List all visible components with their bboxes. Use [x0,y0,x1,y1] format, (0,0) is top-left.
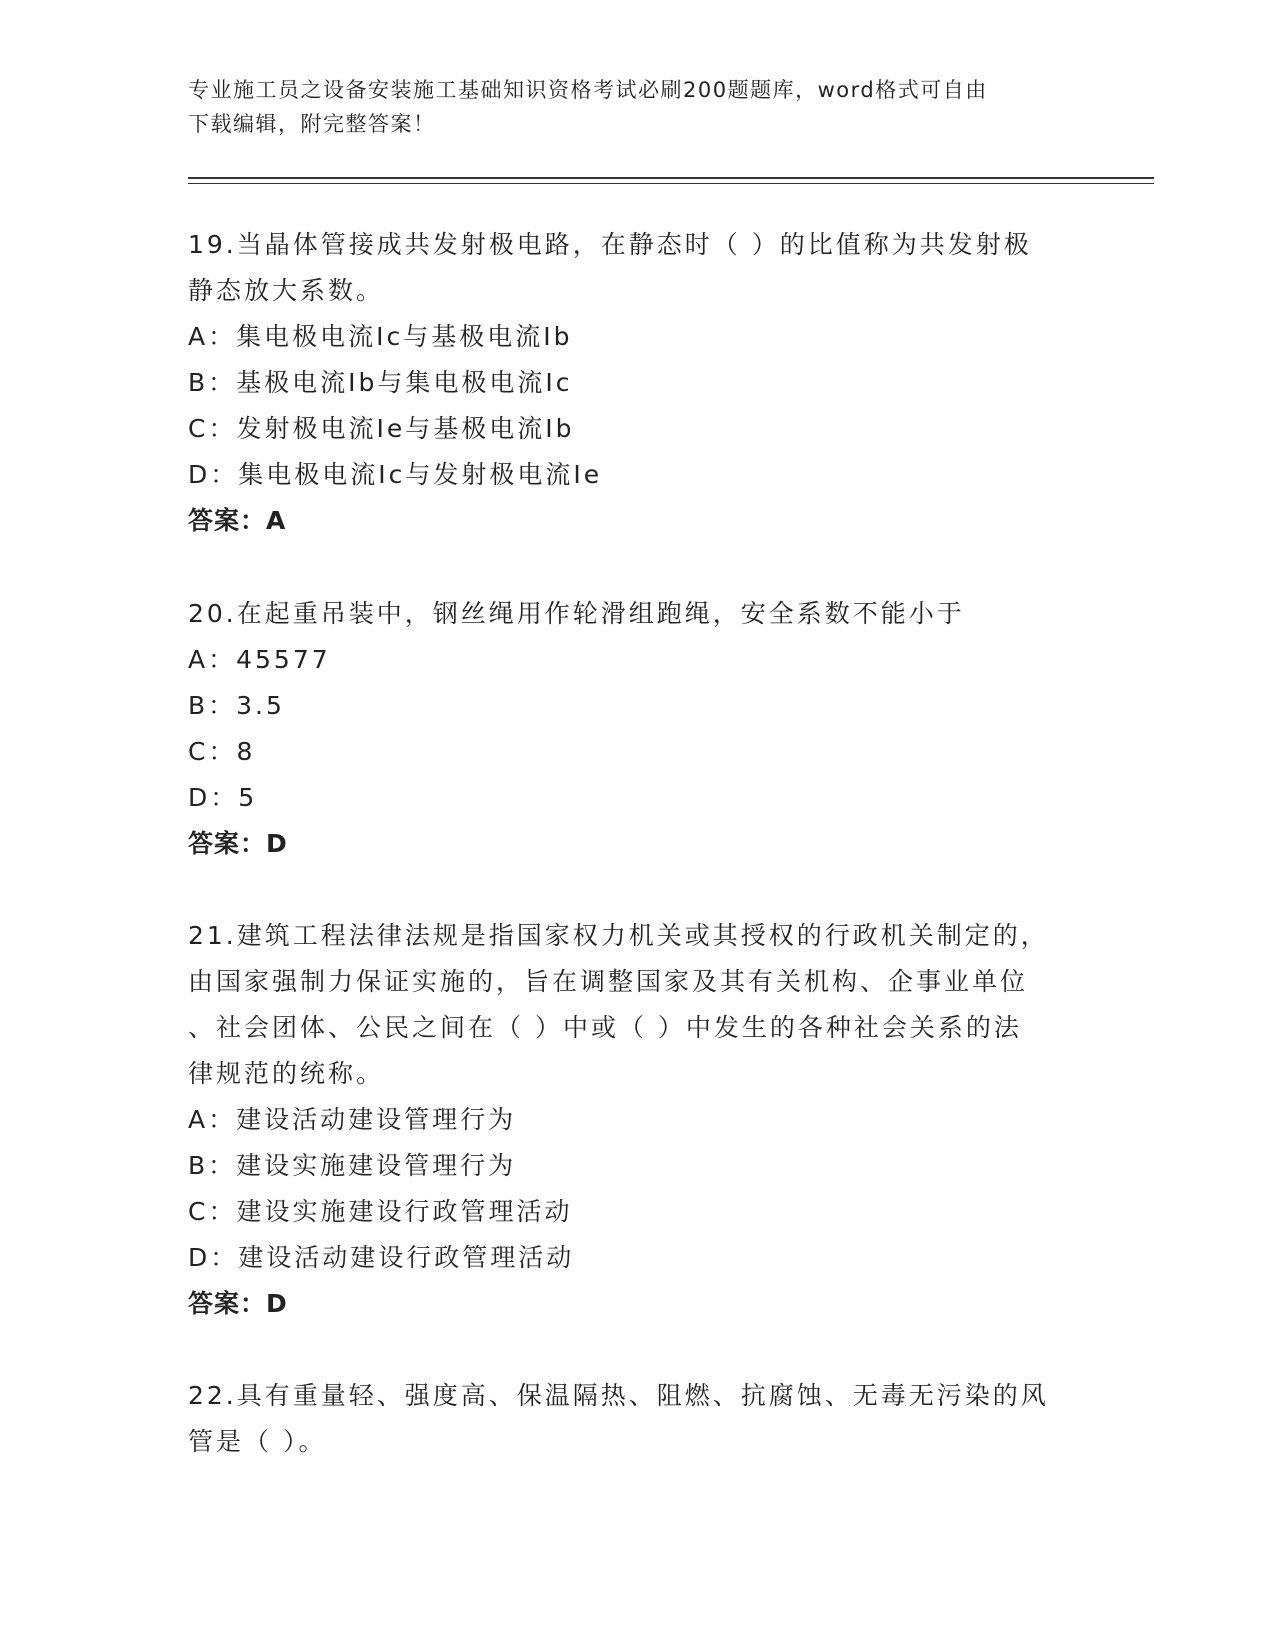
option-b: B：3.5 [188,691,285,720]
header-line-1: 专业施工员之设备安装施工基础知识资格考试必刷200题题库，word格式可自由 [188,78,988,102]
option-a: A：45577 [188,645,331,674]
document-header [188,73,1088,141]
option-b: B：建设实施建设管理行为 [188,1151,517,1180]
question-stem-line: 21.建筑工程法律法规是指国家权力机关或其授权的行政机关制定的， [188,921,1049,950]
question-stem-line: 20.在起重吊装中，钢丝绳用作轮滑组跑绳，安全系数不能小于 [188,599,965,628]
question-stem-line: 19.当晶体管接成共发射极电路，在静态时（ ）的比值称为共发射极 [188,230,1032,259]
option-d: D：集电极电流Ic与发射极电流Ie [188,460,603,489]
question-stem-line: 管是（ ）。 [188,1427,327,1456]
question-stem-line: 、社会团体、公民之间在（ ）中或（ ）中发生的各种社会关系的法 [188,1013,1022,1042]
option-a: A：建设活动建设管理行为 [188,1105,517,1134]
question-stem-line: 律规范的统称。 [188,1059,385,1088]
question-stem-line: 静态放大系数。 [188,276,385,305]
option-d: D：建设活动建设行政管理活动 [188,1243,575,1272]
question-22 [188,1373,1088,1465]
option-c: C：8 [188,737,256,766]
answer-line: 答案：A [188,506,287,535]
question-stem-line: 由国家强制力保证实施的，旨在调整国家及其有关机构、企事业单位 [188,967,1029,996]
question-21 [188,913,1088,1327]
header-divider-thick [188,177,1154,179]
option-b: B：基极电流Ib与集电极电流Ic [188,368,573,397]
header-divider-thin [188,183,1154,184]
question-stem-line: 22.具有重量轻、强度高、保温隔热、阻燃、抗腐蚀、无毒无污染的风 [188,1381,1049,1410]
question-19 [188,222,1088,544]
option-c: C：建设实施建设行政管理活动 [188,1197,573,1226]
option-d: D：5 [188,783,258,812]
question-20 [188,591,1088,867]
answer-line: 答案：D [188,829,288,858]
option-a: A：集电极电流Ic与基极电流Ib [188,322,573,351]
option-c: C：发射极电流Ie与基极电流Ib [188,414,575,443]
answer-line: 答案：D [188,1289,288,1318]
header-line-2: 下载编辑，附完整答案！ [188,112,436,136]
